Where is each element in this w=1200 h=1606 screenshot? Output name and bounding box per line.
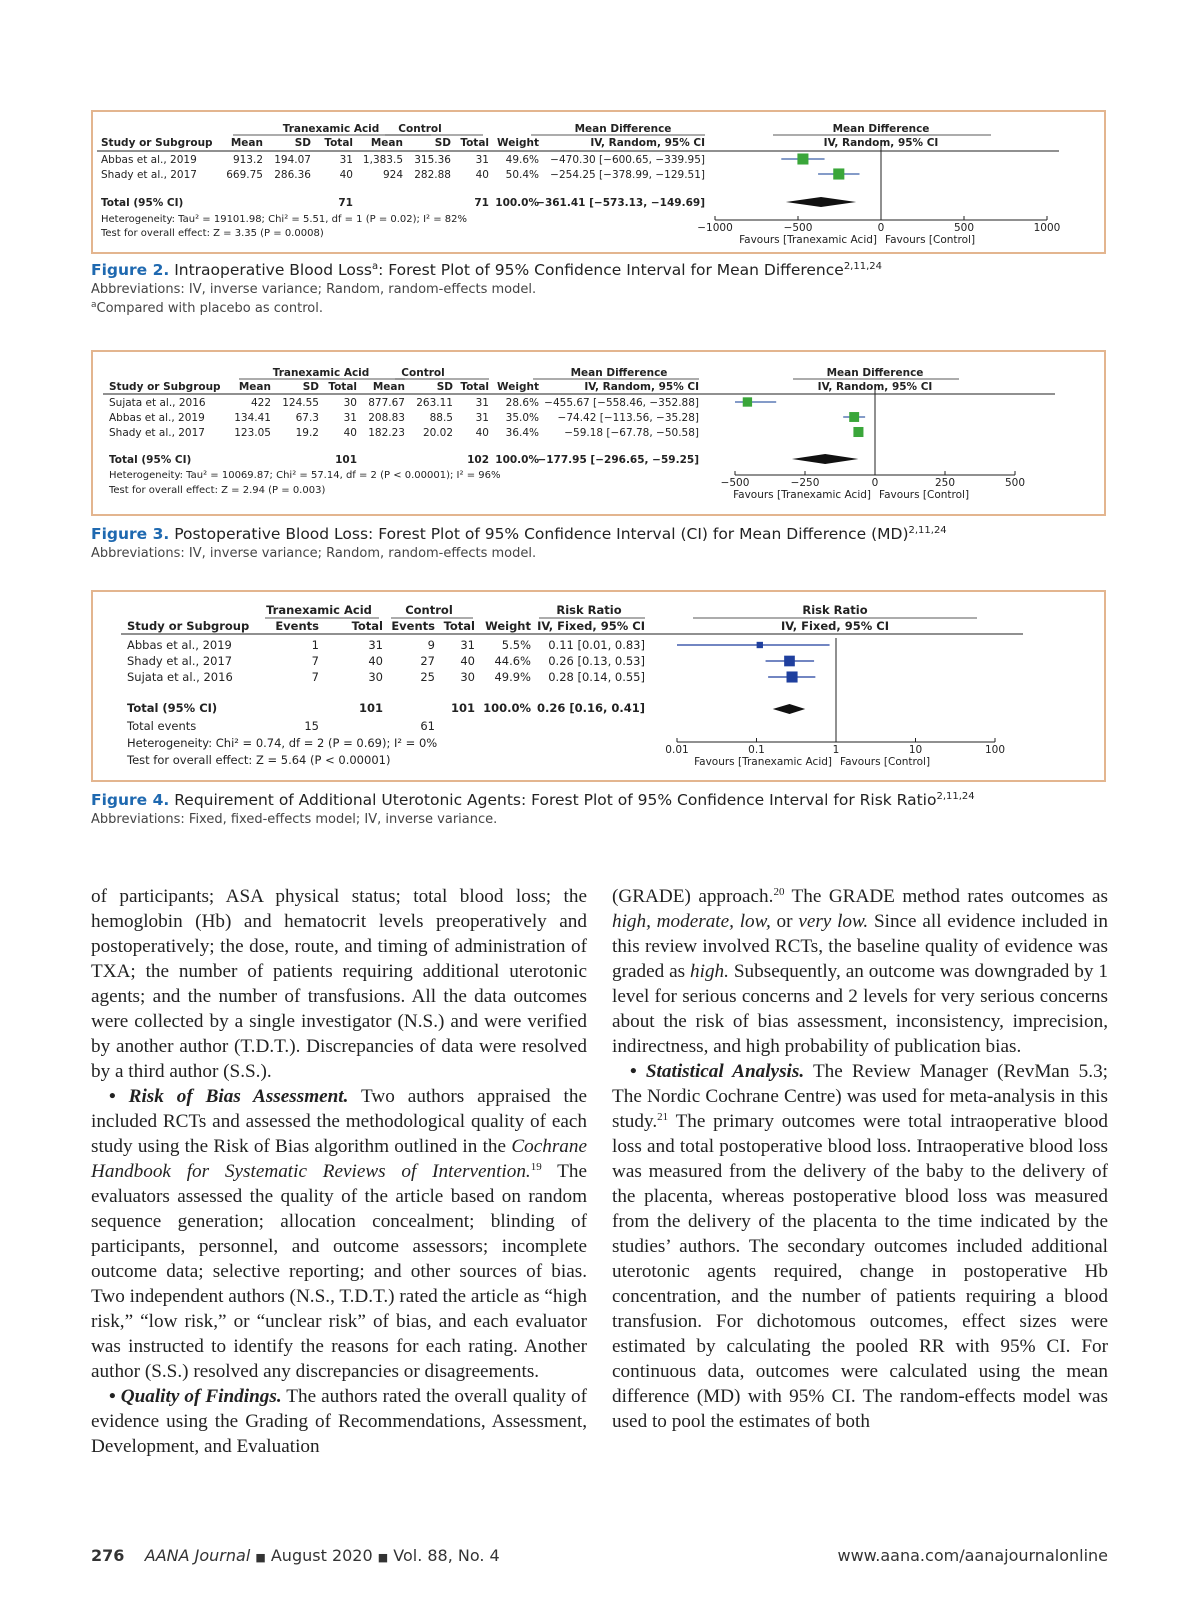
paragraph: (GRADE) approach.$^{20}$ The GRADE method rates outcomes as high, moderate, low, or very low. Since all evidence included in this review involved RCTs, the baseline quality of evidence was graded as high. Subsequently, an outcome was downgraded by 1 level for serious concerns and 2 levels for very serious concerns about the risk of bias assessment, inconsistency, imprecision, indirectness, and high probability of publication bias. <box>612 886 1108 1057</box>
column-header: Mean <box>370 137 403 149</box>
group-header: Tranexamic Acid <box>282 123 380 135</box>
cell: 5.5% <box>501 638 531 652</box>
cell: 263.11 <box>416 397 453 409</box>
column-header: IV, Random, 95% CI <box>823 137 939 149</box>
figure-note: Abbreviations: IV, inverse variance; Random, random-effects model. <box>91 546 537 561</box>
cell: 67.3 <box>295 412 319 424</box>
separator: ■ <box>377 1551 389 1564</box>
cell: 315.36 <box>414 154 451 166</box>
study-estimate-square <box>784 656 795 667</box>
figure-label: Figure 4. <box>91 791 170 809</box>
cell: 31 <box>460 638 475 652</box>
cell: 20.02 <box>422 427 453 439</box>
column-header: IV, Random, 95% CI <box>590 137 705 149</box>
cell: 40 <box>460 654 475 668</box>
separator: ■ <box>255 1551 266 1564</box>
cell: 30 <box>460 670 475 684</box>
column-header: Mean <box>372 381 405 393</box>
cell: −74.42 [−113.56, −35.28] <box>557 412 699 424</box>
cell: 0.26 [0.16, 0.41] <box>536 701 645 715</box>
cell: 282.88 <box>414 169 451 181</box>
cell: 1,383.5 <box>362 154 403 166</box>
cell: 0.11 [0.01, 0.83] <box>548 638 645 652</box>
study-name: Shady et al., 2017 <box>101 169 197 181</box>
cell: 100.0% <box>495 197 539 209</box>
total-label: Total (95% CI) <box>127 701 218 715</box>
study-name: Abbas et al., 2019 <box>101 154 197 166</box>
cell: 101 <box>335 454 357 466</box>
cell: 924 <box>382 169 403 181</box>
cell: 194.07 <box>274 154 311 166</box>
favours-right-label: Favours [Control] <box>840 756 931 768</box>
cell: 71 <box>474 197 489 209</box>
figure-2-caption <box>91 260 1111 318</box>
group-header: Mean Difference <box>574 123 672 135</box>
study-estimate-square <box>849 412 859 422</box>
column-header: SD <box>436 381 453 393</box>
column-header: IV, Random, 95% CI <box>584 381 699 393</box>
footnote-marker: a <box>371 261 379 272</box>
column-header: Total <box>460 137 489 149</box>
x-tick-label: 0.01 <box>665 744 689 756</box>
favours-right-label: Favours [Control] <box>885 234 976 246</box>
pooled-diamond <box>792 454 858 464</box>
x-tick-label: 10 <box>908 744 923 756</box>
figure-title: Intraoperative Blood Loss <box>174 261 372 279</box>
reference-sup: 2,11,24 <box>908 525 947 536</box>
x-tick-label: 500 <box>953 222 975 234</box>
cell: 44.6% <box>494 654 531 668</box>
cell: 71 <box>338 197 353 209</box>
forest-plot-intraoperative <box>93 112 1104 252</box>
study-name: Abbas et al., 2019 <box>127 638 232 652</box>
cell: 35.0% <box>505 412 539 424</box>
column-header: IV, Fixed, 95% CI <box>537 619 645 633</box>
cell: −455.67 [−558.46, −352.88] <box>544 397 699 409</box>
paragraph: of participants; ASA physical status; total blood loss; the hemoglobin (Hb) and hematocrit levels preoperatively and postoperatively; the dose, route, and timing of administration of TXA; the number of patients requiring additional uterotonic agents; and the number of transfusions. All the data outcomes were collected by a single investigator (N.S.) and were verified by another author (T.D.T.). Discrepancies of data were resolved by a third author (S.S.). <box>91 886 587 1082</box>
column-header: SD <box>434 137 451 149</box>
group-header: Risk Ratio <box>802 603 868 617</box>
forest-plot-postoperative <box>93 352 1104 514</box>
study-estimate-square <box>743 397 752 406</box>
column-header: Events <box>275 619 319 633</box>
figure-title-rest: : Forest Plot of 95% Confidence Interval for Mean Difference <box>378 261 844 279</box>
figure-title: Requirement of Additional Uterotonic Agents: Forest Plot of 95% Confidence Interval for Risk Ratio <box>174 791 937 809</box>
issue-volume: Vol. 88, No. 4 <box>393 1546 500 1565</box>
cell: 40 <box>368 654 383 668</box>
cell: 208.83 <box>368 412 405 424</box>
cell: 9 <box>427 638 435 652</box>
cell: 19.2 <box>295 427 319 439</box>
cell: 40 <box>475 169 489 181</box>
figure-3-caption <box>91 524 1111 563</box>
x-tick-label: −500 <box>720 477 750 489</box>
group-header: Control <box>405 603 453 617</box>
study-estimate-square <box>833 168 844 179</box>
cell: 101 <box>450 701 475 715</box>
x-tick-label: 0 <box>877 222 885 234</box>
x-tick-label: 250 <box>934 477 956 489</box>
cell: 88.5 <box>429 412 453 424</box>
favours-right-label: Favours [Control] <box>879 489 970 501</box>
column-header: Mean <box>230 137 263 149</box>
cell: 25 <box>420 670 435 684</box>
reference-sup: 2,11,24 <box>843 261 882 272</box>
x-tick-label: −500 <box>783 222 813 234</box>
cell: 31 <box>475 412 489 424</box>
paragraph: • Statistical Analysis. The Review Manager (RevMan 5.3; The Nordic Cochrane Centre) was used for meta-analysis in this study.$^{21}$ The primary outcomes were total intraoperative blood loss and total postoperative blood loss. Intraoperative blood loss was measured from the delivery of the baby to the delivery of the placenta, whereas postoperative blood loss was measured from the delivery of the placenta to the time indicated by the studies’ authors. The secondary outcomes included additional uterotonic agents required, change in postoperative Hb concentration, and the number of patients requiring a blood transfusion. For dichotomous outcomes, effect sizes were estimated by calculating the pooled RR with 95% CI. For continuous data, outcomes were calculated using the mean difference (MD) with 95% CI. The random-effects model was used to pool the estimates of both <box>612 1061 1108 1432</box>
figure-note: Abbreviations: Fixed, fixed-effects model; IV, inverse variance. <box>91 812 498 827</box>
figure-note: $^a$Compared with placebo as control. <box>91 300 323 316</box>
cell: 669.75 <box>226 169 263 181</box>
study-estimate-square <box>787 671 798 682</box>
pooled-diamond <box>786 197 856 207</box>
x-tick-label: 0.1 <box>748 744 765 756</box>
group-header: Risk Ratio <box>556 603 622 617</box>
study-name: Sujata et al., 2016 <box>109 397 206 409</box>
cell: 100.0% <box>483 701 531 715</box>
study-name: Sujata et al., 2016 <box>127 670 233 684</box>
study-estimate-square <box>797 153 808 164</box>
column-header: Total <box>324 137 353 149</box>
issue-date: August 2020 <box>270 1546 373 1565</box>
cell: 123.05 <box>234 427 271 439</box>
column-header: SD <box>302 381 319 393</box>
column-header: IV, Random, 95% CI <box>817 381 933 393</box>
cell: 49.6% <box>505 154 539 166</box>
cell: 124.55 <box>282 397 319 409</box>
group-header: Control <box>401 367 445 379</box>
cell: 7 <box>311 654 319 668</box>
total-label: Total (95% CI) <box>109 454 192 466</box>
paragraph: • Risk of Bias Assessment. Two authors appraised the included RCTs and assessed the methodological quality of each study using the Risk of Bias algorithm outlined in the Cochrane Handbook for Systematic Reviews of Intervention.$^{19}$ The evaluators assessed the quality of the article based on random sequence generation; allocation concealment; blinding of participants, personnel, and outcome assessors; incomplete outcome data; selective reporting; and other sources of bias. Two independent authors (N.S., T.D.T.) rated the article as “high risk,” “low risk,” or “unclear risk” of bias, and each evaluator was instructed to identify the reasons for each rating. Another author (S.S.) resolved any discrepancies or disagreements. <box>91 1086 587 1382</box>
cell: −177.95 [−296.65, −59.25] <box>537 454 699 466</box>
cell: 422 <box>250 397 271 409</box>
cell: 286.36 <box>274 169 311 181</box>
x-tick-label: 1 <box>832 744 840 756</box>
cell: −59.18 [−67.78, −50.58] <box>564 427 699 439</box>
journal-url[interactable]: www.aana.com/aanajournalonline <box>837 1546 1108 1565</box>
group-header: Mean Difference <box>570 367 668 379</box>
cell: 134.41 <box>234 412 271 424</box>
study-name: Shady et al., 2017 <box>109 427 205 439</box>
study-name: Abbas et al., 2019 <box>109 412 205 424</box>
paragraph: • Quality of Findings. The authors rated the overall quality of evidence using the Grading of Recommendations, Assessment, Development, and Evaluation <box>91 1386 587 1457</box>
total-events-label: Total events <box>127 719 197 733</box>
overall-effect: Test for overall effect: Z = 3.35 (P = 0.0008) <box>101 228 324 239</box>
column-header: Study or Subgroup <box>127 619 250 633</box>
figure-4-panel <box>91 590 1106 782</box>
x-tick-label: 500 <box>1004 477 1026 489</box>
column-header: Weight <box>497 137 539 149</box>
group-header: Tranexamic Acid <box>266 603 372 617</box>
favours-left-label: Favours [Tranexamic Acid] <box>733 489 871 501</box>
heterogeneity: Heterogeneity: Chi² = 0.74, df = 2 (P = 0.69); I² = 0% <box>127 736 438 750</box>
total-label: Total (95% CI) <box>101 197 184 209</box>
study-estimate-square <box>853 427 863 437</box>
group-header: Tranexamic Acid <box>272 367 370 379</box>
cell: 40 <box>475 427 489 439</box>
page-footer-left <box>91 1546 500 1565</box>
forest-plot-uterotonic <box>93 592 1104 780</box>
cell: 31 <box>339 154 353 166</box>
cell: 61 <box>420 719 435 733</box>
heterogeneity: Heterogeneity: Tau² = 10069.87; Chi² = 57.14, df = 2 (P < 0.00001); I² = 96% <box>109 470 501 481</box>
cell: 31 <box>368 638 383 652</box>
group-header: Mean Difference <box>832 123 930 135</box>
cell: 30 <box>368 670 383 684</box>
cell: 15 <box>304 719 319 733</box>
x-tick-label: −1000 <box>697 222 733 234</box>
cell: 182.23 <box>368 427 405 439</box>
column-header: Study or Subgroup <box>101 137 213 149</box>
column-header: Total <box>351 619 383 633</box>
figure-2-panel <box>91 110 1106 254</box>
column-header: Total <box>443 619 475 633</box>
body-column-right <box>612 884 1108 1434</box>
reference-sup: 2,11,24 <box>936 791 975 802</box>
cell: 7 <box>311 670 319 684</box>
column-header: Events <box>391 619 435 633</box>
cell: −254.25 [−378.99, −129.51] <box>550 169 705 181</box>
figure-label: Figure 3. <box>91 525 170 543</box>
column-header: Weight <box>485 619 531 633</box>
study-name: Shady et al., 2017 <box>127 654 233 668</box>
pooled-diamond <box>773 704 805 714</box>
figure-4-caption <box>91 790 1111 829</box>
favours-left-label: Favours [Tranexamic Acid] <box>694 756 832 768</box>
cell: 31 <box>343 412 357 424</box>
cell: 28.6% <box>505 397 539 409</box>
figure-label: Figure 2. <box>91 261 170 279</box>
column-header: Total <box>460 381 489 393</box>
x-tick-label: 100 <box>984 744 1006 756</box>
column-header: Study or Subgroup <box>109 381 221 393</box>
cell: 877.67 <box>368 397 405 409</box>
figure-3-panel <box>91 350 1106 516</box>
cell: 30 <box>343 397 357 409</box>
page-footer-right <box>838 1546 1109 1565</box>
column-header: Weight <box>497 381 539 393</box>
x-tick-label: 0 <box>871 477 879 489</box>
cell: 40 <box>339 169 353 181</box>
study-estimate-square <box>757 642 763 648</box>
cell: 31 <box>475 397 489 409</box>
cell: 102 <box>467 454 489 466</box>
group-header: Mean Difference <box>826 367 924 379</box>
x-tick-label: 1000 <box>1033 222 1061 234</box>
group-header: Control <box>398 123 442 135</box>
cell: 0.26 [0.13, 0.53] <box>548 654 645 668</box>
cell: 913.2 <box>232 154 263 166</box>
column-header: SD <box>294 137 311 149</box>
cell: 100.0% <box>495 454 539 466</box>
cell: −361.41 [−573.13, −149.69] <box>536 197 705 209</box>
body-column-left <box>91 884 587 1459</box>
cell: 0.28 [0.14, 0.55] <box>548 670 645 684</box>
journal-name: AANA Journal <box>144 1546 251 1565</box>
figure-note: Abbreviations: IV, inverse variance; Random, random-effects model. <box>91 282 537 297</box>
cell: 36.4% <box>505 427 539 439</box>
overall-effect: Test for overall effect: Z = 2.94 (P = 0.003) <box>109 485 326 496</box>
cell: 40 <box>343 427 357 439</box>
overall-effect: Test for overall effect: Z = 5.64 (P < 0.00001) <box>127 753 391 767</box>
figure-title: Postoperative Blood Loss: Forest Plot of 95% Confidence Interval (CI) for Mean Difference (MD) <box>174 525 909 543</box>
cell: 50.4% <box>505 169 539 181</box>
page-number: 276 <box>91 1546 125 1565</box>
column-header: IV, Fixed, 95% CI <box>781 619 889 633</box>
cell: 101 <box>358 701 383 715</box>
cell: −470.30 [−600.65, −339.95] <box>550 154 705 166</box>
heterogeneity: Heterogeneity: Tau² = 19101.98; Chi² = 5.51, df = 1 (P = 0.02); I² = 82% <box>101 214 468 225</box>
cell: 49.9% <box>494 670 531 684</box>
favours-left-label: Favours [Tranexamic Acid] <box>739 234 877 246</box>
column-header: Total <box>328 381 357 393</box>
x-tick-label: −250 <box>790 477 820 489</box>
cell: 1 <box>311 638 319 652</box>
cell: 31 <box>475 154 489 166</box>
cell: 27 <box>420 654 435 668</box>
column-header: Mean <box>238 381 271 393</box>
